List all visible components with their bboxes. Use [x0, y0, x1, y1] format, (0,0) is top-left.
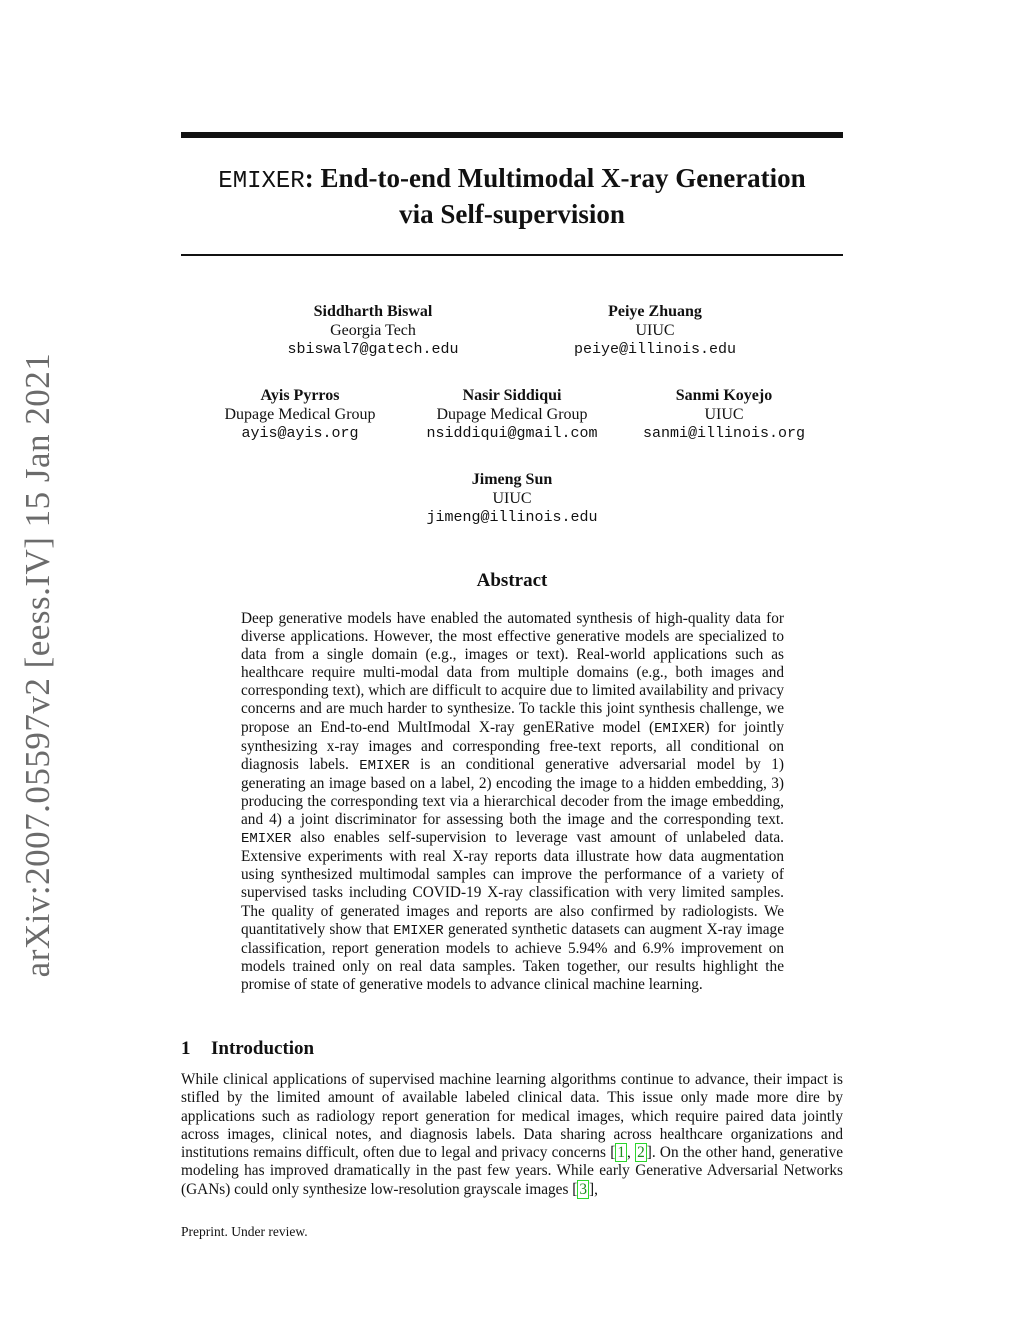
author-block: [287, 302, 458, 359]
author-affiliation: Georgia Tech: [330, 322, 416, 339]
arxiv-identifier: arXiv:2007.05597v2 [eess.IV] 15 Jan 2021: [18, 352, 57, 978]
intro-text-part: ],: [589, 1180, 598, 1198]
abstract-text-part: is an conditional generative adversarial model by 1) generating an image based on a label, 2) encoding the image to a hidden embedding, 3) producing the corresponding text via a hierarchical decoder from the image embedding, and 4) a joint discriminator for assessing both the image and the corresponding text.: [241, 755, 784, 829]
author-affiliation: UIUC: [635, 322, 675, 339]
section-number: 1: [181, 1038, 191, 1059]
author-email: sbiswal7@gatech.edu: [287, 341, 459, 358]
method-code-name: EMIXER: [241, 831, 292, 848]
abstract-heading: Abstract: [476, 570, 548, 591]
author-email: peiye@illinois.edu: [573, 341, 737, 358]
abstract-text-part: Deep generative models have enabled the automated synthesis of high-quality data for diverse applications. However, the most effective generative models are specialized to data from a single domain (e.g., images or text). Real-world applications such as healthcare require multi-modal data from multiple domains (e.g., both images and corresponding text), which are difficult to acquire due to limited availability and privacy concerns and are much harder to synthesize. To tackle this joint synthesis challenge, we propose an End-to-end MultImodal X-ray genERative model (: [241, 610, 784, 736]
intro-text-part: While clinical applications of supervised machine learning algorithms continue to advance, their impact is stifled by the limited amount of available labeled clinical data. This issue only made more dire by applications such as radiology report generation for medical images, which require paired data jointly across images, clinical notes, and diagnosis labels. Data sharing across healthcare organizations and institutions remains difficult, often due to legal and privacy concerns [: [181, 1071, 843, 1162]
author-affiliation: Dupage Medical Group: [436, 406, 588, 423]
citation-separator: ,: [627, 1144, 636, 1162]
abstract-text: [241, 610, 784, 994]
citation-link[interactable]: 2: [637, 1144, 645, 1162]
section-title: Introduction: [211, 1038, 315, 1059]
author-affiliation: UIUC: [492, 490, 532, 507]
method-code-name: EMIXER: [359, 757, 410, 774]
citation-link[interactable]: 1: [617, 1144, 625, 1162]
paper-title: [181, 162, 843, 231]
author-email: ayis@ayis.org: [241, 425, 359, 442]
author-email: nsiddiqui@gmail.com: [426, 425, 598, 442]
title-top-rule: [181, 132, 843, 138]
method-code-name: EMIXER: [654, 720, 705, 737]
preprint-footer: Preprint. Under review.: [181, 1224, 308, 1239]
title-code-name: EMIXER: [218, 168, 305, 195]
author-affiliation: UIUC: [704, 406, 744, 423]
author-name: Siddharth Biswal: [313, 303, 433, 320]
author-block: [224, 386, 375, 443]
author-name: Peiye Zhuang: [608, 303, 702, 320]
section-heading-introduction: [181, 1038, 314, 1060]
author-affiliation: Dupage Medical Group: [224, 406, 376, 423]
author-block: [426, 386, 597, 443]
author-block: [574, 302, 736, 359]
author-block: [643, 386, 805, 443]
author-name: Ayis Pyrros: [260, 387, 340, 404]
abstract-text-part: also enables self-supervision to leverage vast amount of unlabeled data. Extensive experiments with real X-ray reports data illustrate how data augmentation using synthesized multimodal samples can improve the performance of a variety of supervised tasks including COVID-19 X-ray classification with very limited samples. The quality of generated images and reports are also confirmed by radiologists. We quantitatively show that: [241, 829, 784, 938]
introduction-text: [181, 1071, 843, 1199]
citation-link[interactable]: 3: [579, 1180, 588, 1198]
intro-text-part: ]. On the other hand, generative modeling has improved dramatically in the past few years. While early Generative Adversarial Networks (GANs) could only synthesize low-resolution grayscale images [: [181, 1144, 843, 1198]
title-line-2: via Self-supervision: [399, 199, 625, 229]
author-block: [426, 470, 597, 527]
author-name: Nasir Siddiqui: [462, 387, 562, 404]
author-email: jimeng@illinois.edu: [426, 509, 598, 526]
abstract-text-part: ) for jointly synthesizing x-ray images and corresponding free-text reports, all conditional on diagnosis labels.: [241, 718, 784, 773]
author-name: Sanmi Koyejo: [675, 387, 773, 404]
title-bottom-rule: [181, 254, 843, 256]
author-name: Jimeng Sun: [471, 471, 553, 488]
author-email: sanmi@illinois.org: [642, 425, 806, 442]
method-code-name: EMIXER: [393, 922, 444, 939]
title-line-1: : End-to-end Multimodal X-ray Generation: [304, 163, 806, 193]
abstract-text-part: generated synthetic datasets can augment X-ray image classification, report generation models to achieve 5.94% and 6.9% improvement on models trained only on real data samples. Taken together, our results highlight the promise of state of generative models to advance clinical machine learning.: [241, 920, 784, 993]
